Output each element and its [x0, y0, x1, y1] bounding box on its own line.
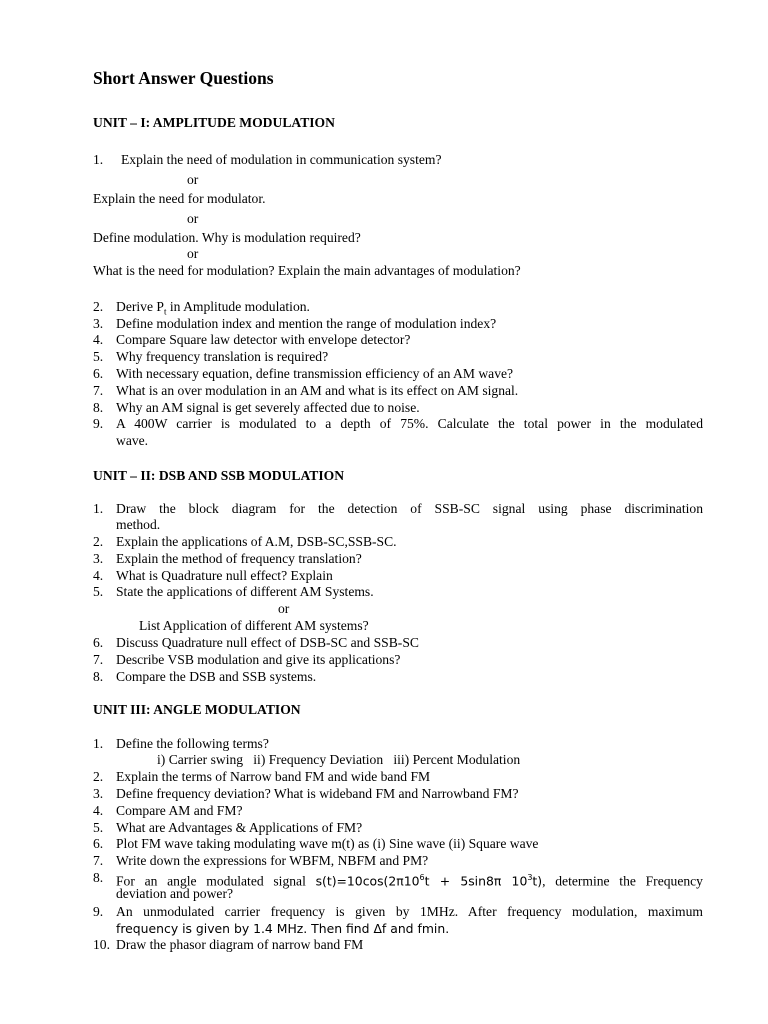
question-number: 1. — [93, 736, 104, 751]
question-number: 10. — [93, 937, 110, 952]
question-number: 5. — [93, 349, 104, 364]
question-text: Compare the DSB and SSB systems. — [116, 669, 317, 684]
question-number: 9. — [93, 904, 104, 919]
question-number: 2. — [93, 769, 104, 784]
question-text: Compare Square law detector with envelope detector? — [116, 332, 411, 347]
question-text: What is Quadrature null effect? Explain — [116, 568, 333, 583]
question-alternative: Explain the need for modulator. — [93, 191, 266, 206]
question-text: State the applications of different AM Systems. — [116, 584, 374, 599]
question-number: 8. — [93, 669, 104, 684]
question-text: Define frequency deviation? What is wideband FM and Narrowband FM? — [116, 786, 519, 801]
question-number: 5. — [93, 584, 104, 599]
unit-3-heading: UNIT III: ANGLE MODULATION — [93, 702, 301, 717]
or-connector: or — [187, 172, 199, 187]
or-connector: or — [187, 246, 199, 261]
question-text-continued: method. — [116, 517, 161, 532]
question-alternative: List Application of different AM systems? — [139, 618, 369, 633]
question-number: 4. — [93, 332, 104, 347]
question-text-continued: wave. — [116, 433, 149, 448]
question-alternative: Define modulation. Why is modulation required? — [93, 230, 361, 245]
question-text: What are Advantages & Applications of FM? — [116, 820, 363, 835]
question-text: Draw the block diagram for the detection of SSB-SC signal using phase discrimination — [116, 501, 703, 516]
question-text: Derive $P_t$ in Amplitude modulation. — [116, 299, 310, 317]
question-text-continued: frequency is given by 1.4 MHz. Then find Δf and fmin. — [116, 921, 450, 936]
question-text: Describe VSB modulation and give its applications? — [116, 652, 401, 667]
question-number: 9. — [93, 416, 104, 431]
question-text: Discuss Quadrature null effect of DSB-SC and SSB-SC — [116, 635, 419, 650]
question-number: 6. — [93, 836, 104, 851]
question-number: 4. — [93, 803, 104, 818]
question-number: 3. — [93, 786, 104, 801]
question-text: With necessary equation, define transmission efficiency of an AM wave? — [116, 366, 514, 381]
question-text: Explain the need of modulation in communication system? — [121, 152, 442, 167]
question-text: Explain the method of frequency translation? — [116, 551, 362, 566]
unit-2-heading: UNIT – II: DSB AND SSB MODULATION — [93, 468, 345, 483]
question-number: 6. — [93, 366, 104, 381]
question-number: 3. — [93, 316, 104, 331]
question-number: 1. — [93, 501, 104, 516]
question-text: Define the following terms? — [116, 736, 269, 751]
question-text: For an angle modulated signal $s(t)=10\cos(2\pi 10^6t + 5\sin 8\pi$ $10^3t$), determine the Frequency — [116, 873, 703, 889]
question-number: 3. — [93, 551, 104, 566]
question-number: 7. — [93, 853, 104, 868]
question-number: 4. — [93, 568, 104, 583]
question-text: An unmodulated carrier frequency is given by 1MHz. After frequency modulation, maximum — [116, 904, 703, 919]
question-alternative: What is the need for modulation? Explain the main advantages of modulation? — [93, 263, 521, 278]
question-number: 8. — [93, 870, 104, 885]
question-number: 7. — [93, 652, 104, 667]
question-text: Explain the terms of Narrow band FM and wide band FM — [116, 769, 431, 784]
question-text: Define modulation index and mention the range of modulation index? — [116, 316, 497, 331]
or-connector: or — [187, 211, 199, 226]
question-number: 1. — [93, 152, 104, 167]
question-number: 2. — [93, 299, 104, 314]
question-number: 8. — [93, 400, 104, 415]
page-title: Short Answer Questions — [93, 68, 274, 88]
question-text: Explain the applications of A.M, DSB-SC,SSB-SC. — [116, 534, 397, 549]
question-text: Draw the phasor diagram of narrow band FM — [116, 937, 364, 952]
question-number: 5. — [93, 820, 104, 835]
question-text: What is an over modulation in an AM and what is its effect on AM signal. — [116, 383, 519, 398]
or-connector: or — [278, 601, 290, 616]
question-text: Compare AM and FM? — [116, 803, 243, 818]
question-number: 2. — [93, 534, 104, 549]
question-text: Plot FM wave taking modulating wave m(t) as (i) Sine wave (ii) Square wave — [116, 836, 539, 851]
unit-1-heading: UNIT – I: AMPLITUDE MODULATION — [93, 115, 335, 130]
question-text: A 400W carrier is modulated to a depth of 75%. Calculate the total power in the modulated — [116, 416, 703, 431]
question-number: 6. — [93, 635, 104, 650]
question-subterms: i) Carrier swing ii) Frequency Deviation iii) Percent Modulation — [157, 752, 521, 767]
question-number: 7. — [93, 383, 104, 398]
question-text: Write down the expressions for WBFM, NBFM and PM? — [116, 853, 429, 868]
question-text: Why an AM signal is get severely affected due to noise. — [116, 400, 420, 415]
question-text-continued: deviation and power? — [116, 886, 234, 901]
question-text: Why frequency translation is required? — [116, 349, 329, 364]
